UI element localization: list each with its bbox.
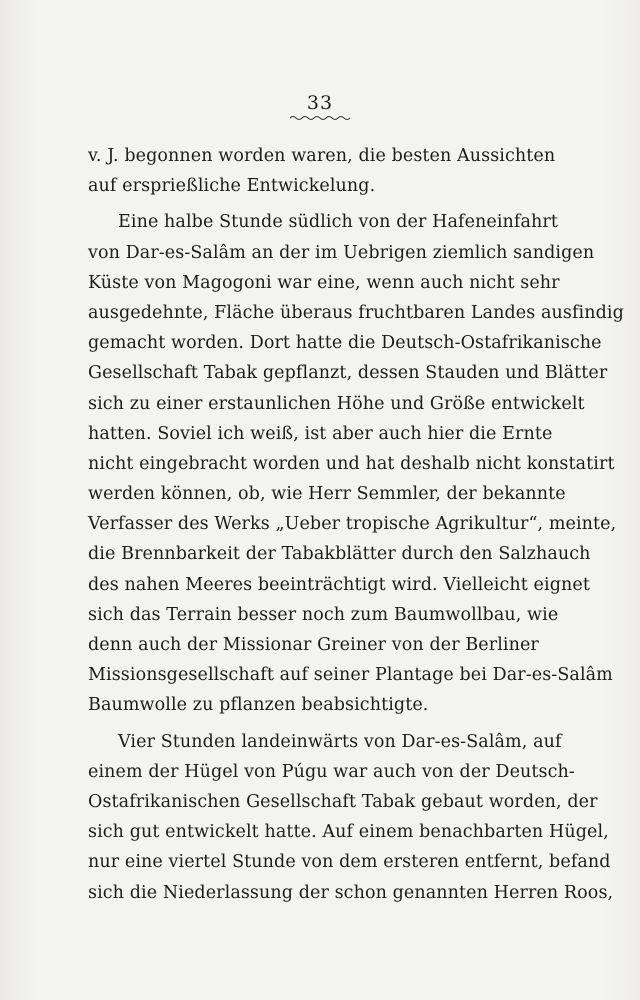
- text-line: Vier Stunden landeinwärts von Dar-es-Salâm, auf: [118, 731, 562, 752]
- text-line: nicht eingebracht worden und hat deshalb nicht konstatirt: [88, 453, 615, 474]
- page-number: 33: [306, 92, 334, 114]
- text-line: ausgedehnte, Fläche überaus fruchtbaren Landes ausfindig: [88, 302, 624, 323]
- text-line: Eine halbe Stunde südlich von der Hafeneinfahrt: [118, 212, 558, 233]
- text-line: Küste von Magogoni war eine, wenn auch nicht sehr: [88, 272, 560, 293]
- text-line: Verfasser des Werks „Ueber tropische Agrikultur“, meinte,: [88, 514, 617, 535]
- text-line: die Brennbarkeit der Tabakblätter durch den Salzhauch: [88, 544, 591, 565]
- text-line: von Dar-es-Salâm an der im Uebrigen ziemlich sandigen: [88, 242, 595, 263]
- text-line: Gesellschaft Tabak gepflanzt, dessen Stauden und Blätter: [88, 363, 608, 384]
- text-line: auf ersprießliche Entwickelung.: [88, 176, 376, 197]
- text-line: sich die Niederlassung der schon genannten Herren Roos,: [88, 882, 614, 903]
- text-line: hatten. Soviel ich weiß, ist aber auch hier die Ernte: [88, 423, 553, 444]
- text-line: gemacht worden. Dort hatte die Deutsch-Ostafrikanische: [88, 333, 602, 354]
- text-line: Missionsgesellschaft auf seiner Plantage bei Dar-es-Salâm: [88, 665, 613, 686]
- text-line: nur eine viertel Stunde von dem ersteren entfernt, befand: [88, 852, 611, 873]
- text-line: sich das Terrain besser noch zum Baumwollbau, wie: [88, 604, 559, 625]
- text-line: v. J. begonnen worden waren, die besten Aussichten: [88, 146, 556, 166]
- text-line: sich zu einer erstaunlichen Höhe und Größe entwickelt: [88, 393, 585, 414]
- text-line: sich gut entwickelt hatte. Auf einem benachbarten Hügel,: [88, 822, 609, 843]
- text-line: des nahen Meeres beeinträchtigt wird. Vielleicht eignet: [88, 574, 590, 595]
- text-line: einem der Hügel von Púgu war auch von der Deutsch-: [88, 761, 575, 782]
- text-line: Baumwolle zu pflanzen beabsichtigte.: [88, 695, 429, 716]
- text-line: denn auch der Missionar Greiner von der Berliner: [88, 635, 539, 655]
- body-text: [88, 141, 624, 908]
- text-line: werden können, ob, wie Herr Semmler, der bekannte: [88, 484, 566, 505]
- text-line: Ostafrikanischen Gesellschaft Tabak gebaut worden, der: [88, 791, 598, 812]
- page-number-ornament: [0, 114, 640, 122]
